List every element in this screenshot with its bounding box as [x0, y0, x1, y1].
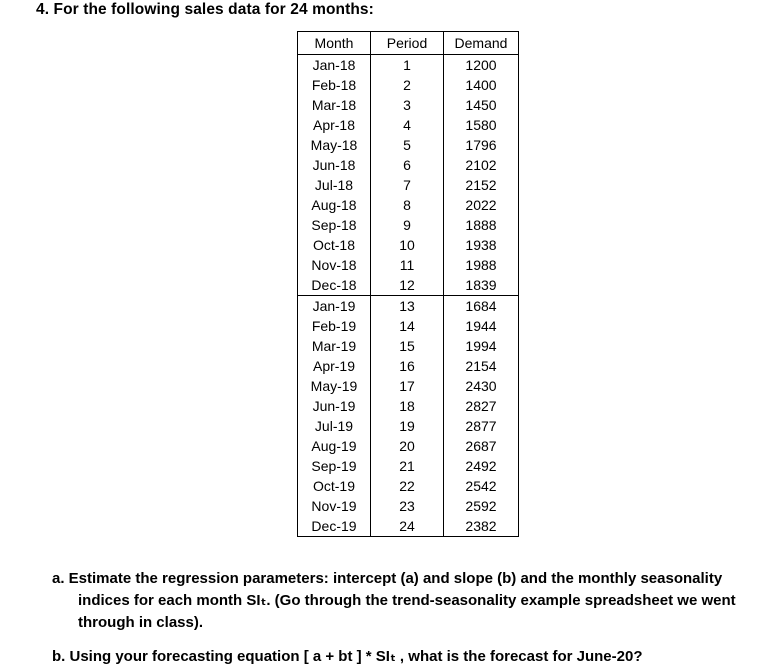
table-row — [298, 316, 519, 336]
part-a-line-1: a. Estimate the regression parameters: intercept (a) and slope (b) and the monthly seasonality — [52, 570, 723, 587]
cell-month: Nov-19 — [298, 496, 371, 516]
cell-month: Aug-18 — [298, 195, 371, 215]
table-row — [298, 215, 519, 235]
cell-period: 24 — [371, 516, 444, 537]
cell-month: Apr-19 — [298, 356, 371, 376]
table-row — [298, 95, 519, 115]
cell-period: 14 — [371, 316, 444, 336]
cell-demand: 1988 — [444, 255, 519, 275]
cell-period: 21 — [371, 456, 444, 476]
question-title: 4. For the following sales data for 24 months: — [36, 1, 374, 18]
table-row — [298, 195, 519, 215]
table-row — [298, 476, 519, 496]
cell-demand: 2542 — [444, 476, 519, 496]
cell-period: 1 — [371, 55, 444, 76]
cell-demand: 2152 — [444, 175, 519, 195]
cell-period: 9 — [371, 215, 444, 235]
header-period: Period — [371, 32, 444, 55]
cell-month: Mar-19 — [298, 336, 371, 356]
cell-month: Dec-18 — [298, 275, 371, 296]
cell-period: 19 — [371, 416, 444, 436]
cell-demand: 1400 — [444, 75, 519, 95]
cell-month: Nov-18 — [298, 255, 371, 275]
table-row — [298, 275, 519, 296]
cell-period: 2 — [371, 75, 444, 95]
table-row — [298, 75, 519, 95]
cell-month: Sep-19 — [298, 456, 371, 476]
cell-month: Dec-19 — [298, 516, 371, 537]
cell-demand: 2102 — [444, 155, 519, 175]
cell-period: 17 — [371, 376, 444, 396]
cell-month: Jul-18 — [298, 175, 371, 195]
table-header-row — [298, 32, 519, 55]
cell-period: 11 — [371, 255, 444, 275]
table-row — [298, 416, 519, 436]
cell-period: 7 — [371, 175, 444, 195]
cell-month: Jun-19 — [298, 396, 371, 416]
header-month: Month — [298, 32, 371, 55]
cell-demand: 1944 — [444, 316, 519, 336]
cell-period: 8 — [371, 195, 444, 215]
cell-demand: 1839 — [444, 275, 519, 296]
cell-month: Jul-19 — [298, 416, 371, 436]
cell-demand: 2430 — [444, 376, 519, 396]
table-row — [298, 115, 519, 135]
cell-demand: 1200 — [444, 55, 519, 76]
table-row — [298, 296, 519, 317]
cell-demand: 2382 — [444, 516, 519, 537]
table-row — [298, 155, 519, 175]
table-row — [298, 336, 519, 356]
cell-demand: 2827 — [444, 396, 519, 416]
cell-demand: 1994 — [444, 336, 519, 356]
table-row — [298, 376, 519, 396]
cell-period: 20 — [371, 436, 444, 456]
table-row — [298, 456, 519, 476]
cell-month: Oct-18 — [298, 235, 371, 255]
cell-period: 3 — [371, 95, 444, 115]
cell-demand: 1684 — [444, 296, 519, 317]
cell-demand: 2154 — [444, 356, 519, 376]
table-row — [298, 496, 519, 516]
cell-month: Aug-19 — [298, 436, 371, 456]
cell-month: Sep-18 — [298, 215, 371, 235]
cell-period: 10 — [371, 235, 444, 255]
table-row — [298, 175, 519, 195]
question-part-b: b. Using your forecasting equation [ a + bt ] * SIₜ , what is the forecast for June-20? — [52, 648, 643, 665]
cell-period: 15 — [371, 336, 444, 356]
cell-month: Feb-19 — [298, 316, 371, 336]
cell-period: 4 — [371, 115, 444, 135]
cell-demand: 1450 — [444, 95, 519, 115]
cell-period: 6 — [371, 155, 444, 175]
table-row — [298, 396, 519, 416]
cell-demand: 2687 — [444, 436, 519, 456]
table-row — [298, 356, 519, 376]
table-body — [298, 55, 519, 537]
cell-month: Mar-18 — [298, 95, 371, 115]
table-row — [298, 135, 519, 155]
cell-period: 12 — [371, 275, 444, 296]
sales-data-table — [297, 31, 519, 537]
header-demand: Demand — [444, 32, 519, 55]
cell-month: May-19 — [298, 376, 371, 396]
cell-month: Jan-18 — [298, 55, 371, 76]
cell-demand: 2592 — [444, 496, 519, 516]
cell-demand: 1796 — [444, 135, 519, 155]
cell-demand: 2492 — [444, 456, 519, 476]
cell-demand: 2022 — [444, 195, 519, 215]
cell-month: Jun-18 — [298, 155, 371, 175]
cell-month: Apr-18 — [298, 115, 371, 135]
cell-month: May-18 — [298, 135, 371, 155]
table-row — [298, 516, 519, 537]
cell-demand: 2877 — [444, 416, 519, 436]
cell-demand: 1888 — [444, 215, 519, 235]
table-row — [298, 55, 519, 76]
part-a-line-2: indices for each month SIₜ. (Go through the trend-seasonality example spreadsheet we went — [78, 592, 736, 609]
cell-period: 16 — [371, 356, 444, 376]
cell-period: 13 — [371, 296, 444, 317]
table-row — [298, 235, 519, 255]
part-a-line-3: through in class). — [78, 614, 204, 631]
cell-month: Oct-19 — [298, 476, 371, 496]
cell-period: 22 — [371, 476, 444, 496]
table-row — [298, 255, 519, 275]
cell-period: 18 — [371, 396, 444, 416]
cell-month: Feb-18 — [298, 75, 371, 95]
table-row — [298, 436, 519, 456]
question-part-a — [52, 568, 752, 634]
cell-month: Jan-19 — [298, 296, 371, 317]
cell-period: 23 — [371, 496, 444, 516]
cell-demand: 1938 — [444, 235, 519, 255]
cell-period: 5 — [371, 135, 444, 155]
cell-demand: 1580 — [444, 115, 519, 135]
